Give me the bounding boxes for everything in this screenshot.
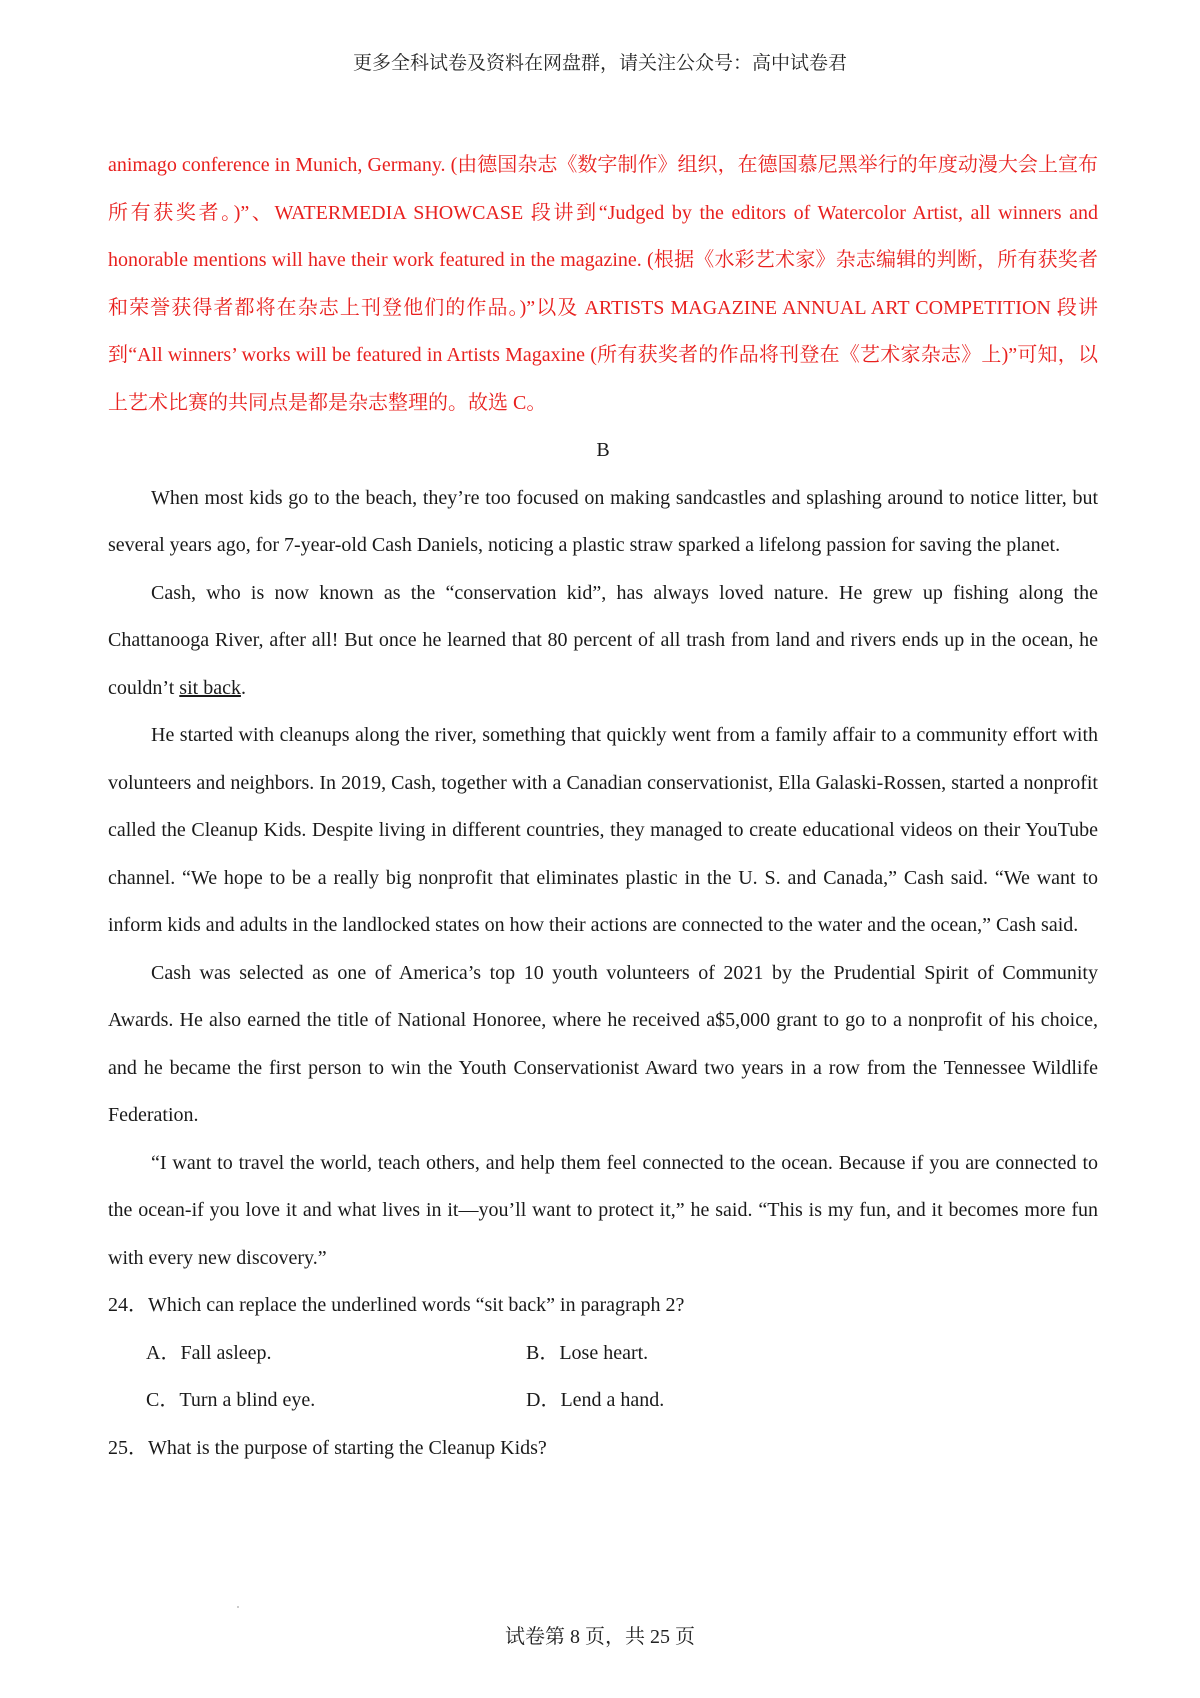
paragraph-2-end: . [240,676,246,699]
option-c: C．Turn a blind eye. [146,1389,316,1411]
document-body [108,142,1098,1472]
underlined-phrase: sit back [179,676,241,699]
option-a: A．Fall asleep. [146,1341,272,1364]
question-25-stem: 25．What is the purpose of starting the Cleanup Kids? [108,1436,547,1459]
option-b: B．Lose heart. [526,1341,649,1364]
paragraph-2-text: Cash, who is now known as the “conservation kid”, has always loved nature. He grew up fishing along the Chattanooga River, after all! But once he learned that 80 percent of all trash from land and rivers ends up in the ocean, he couldn’t [108,581,1098,699]
passage-paragraph-5: “I want to travel the world, teach others, and help them feel connected to the ocean. Because if you are connected to the ocean-if you love it and what lives in it—you’ll want to protect it,” he said. “This is my fun, and it becomes more fun with every new discovery.” [108,1151,1098,1269]
option-d: D．Lend a hand. [526,1389,665,1411]
page-header: 更多全科试卷及资料在网盘群，请关注公众号：高中试卷君 [352,53,847,74]
passage-paragraph-1: When most kids go to the beach, they’re too focused on making sandcastles and splashing around to notice litter, but several years ago, for 7-year-old Cash Daniels, noticing a plastic straw sparked a lifelong passion for saving the planet. [108,486,1098,556]
passage-paragraph-3: He started with cleanups along the river, something that quickly went from a family affair to a community effort with volunteers and neighbors. In 2019, Cash, together with a Canadian conservationist, Ella Galaski-Rossen, started a nonprofit called the Cleanup Kids. Despite living in different countries, they managed to create educational videos on their YouTube channel. “We hope to be a really big nonprofit that eliminates plastic in the U. S. and Canada,” Cash said. “We want to inform kids and adults in the landlocked states on how their actions are connected to the water and the ocean,” Cash said. [108,724,1098,936]
answer-explanation: animago conference in Munich, Germany. (由德国杂志《数字制作》组织，在德国慕尼黑举行的年度动漫大会上宣布所有获奖者。)”、WATERMEDIA SHOWCASE 段讲到“Judged by the editors of Watercolor Artist, all winners and honorable mentions will have their work featured in the magazine. (根据《水彩艺术家》杂志编辑的判断，所有获奖者和荣誉获得者都将在杂志上刊登他们的作品。)”以及 ARTISTS MAGAZINE ANNUAL ART COMPETITION 段讲到“All winners’ works will be featured in Artists Magaxine (所有获奖者的作品将刊登在《艺术家杂志》上)”可知，以上艺术比赛的共同点是都是杂志整理的。故选 C。 [108,154,1098,414]
passage-paragraph-2 [108,570,1098,713]
scan-speck [237,1606,239,1608]
question-24-stem: 24．Which can replace the underlined words “sit back” in paragraph 2? [108,1294,685,1316]
page-footer: 试卷第 8 页，共 25 页 [505,1626,695,1648]
question-24-options [108,1330,1098,1425]
section-label: B [596,439,610,461]
passage-paragraph-4: Cash was selected as one of America’s top 10 youth volunteers of 2021 by the Prudential Spirit of Community Awards. He also earned the title of National Honoree, where he received a$5,000 grant to go to a nonprofit of his choice, and he became the first person to win the Youth Conservationist Award two years in a row from the Tennessee Wildlife Federation. [108,961,1098,1126]
